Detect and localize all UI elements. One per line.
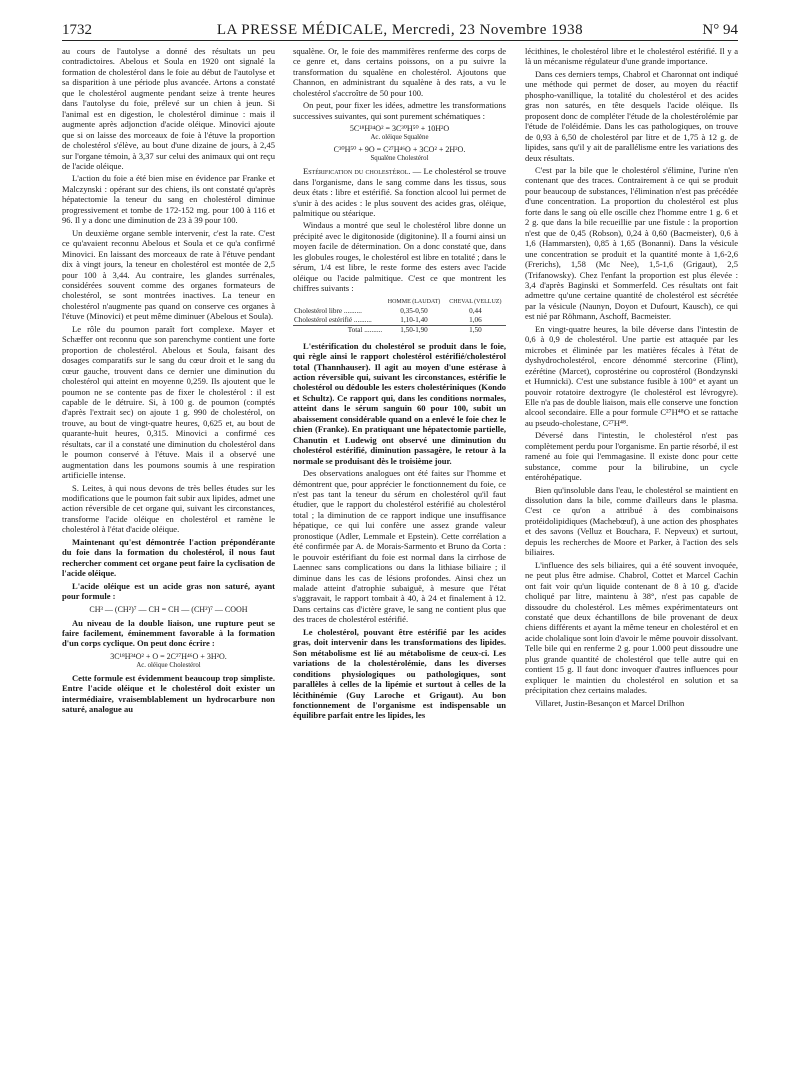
paragraph: L'influence des sels biliaires, qui a été souvent invoquée, ne peut plus être admise. Chabrol, Cottet et Marcel Cachin ont fait voir qu'un liquide contenant de 8 à 10 g. d'acide choliqué par litre, maintenu à 38°, n'est pas capable de dissoudre du cholestérol. Les mêmes expérimentateurs ont constaté que deux échantillons de bile provenant de deux chiens différents et ayant la même teneur en cholestérol et en acide cholalique sont loin d'avoir le même pouvoir dissolvant. Telle bile qui en renferme 2 g. pour 1.000 peut dissoudre une plus grande quantité de cholestérol que telle autre qui en contient 15 g. Il faut donc invoquer d'autres influences pour expliquer le maintien du cholestérol en solution et sa précipitation chez certains malades.	[525, 559, 738, 696]
cholesterol-table	[293, 298, 506, 335]
table-cell: Cholestérol libre ..........	[294, 306, 362, 315]
formula-text: C³⁰H⁵⁰ + 9O = C²⁷H⁴⁶O + 3CO² + 2H²O.	[333, 145, 466, 155]
formula	[293, 145, 506, 163]
paragraph: Le rôle du poumon paraît fort complexe. Mayer et Schæffer ont reconnu que son parenchyme contient une forte proportion de cholestérol. Abelous et Soula, faisant des dosages comparatifs sur le sang du cœur droit et le sang du cœur gauche, trouvent dans ce dernier une diminution du cholestérol qui atteint en moyenne 0,259. Ils ajoutent que le poumon ne se contente pas de fixer le cholestérol : il est capable de le détruire. Si, à 100 g. de poumon (comptés d'après l'extrait sec) on ajoute 1 g. 990 de cholestérol, on trouve, au bout de vingt-quatre heures, 0,625 et, au bout de quarante-huit heures, 0,315. Minovici a confirmé ces résultats, car il a constaté une diminution du cholestérol dans le poumon conservé à l'étuve. Mais il a observé une augmentation dans les poumons soumis à une respiration artificielle intense.	[62, 323, 275, 481]
table-cell: 1,50-1,90	[383, 325, 445, 335]
formula-caption: Squalène Cholestérol	[370, 155, 429, 163]
paragraph: On peut, pour fixer les idées, admettre les transformations successives suivantes, qui sont purement schématiques :	[293, 100, 506, 121]
paragraph: L'action du foie a été bien mise en évidence par Franke et Malczynski : opérant sur des chiens, ils ont constaté qu'après hépatectomie la teneur du sang en cholestérol diminue progressivement et tombe de 172-152 mg. pour 100 à 116 et 96. Il y a donc une diminution de 23 à 39 pour 100.	[62, 173, 275, 226]
table-header: CHEVAL (VELLUZ)	[449, 298, 502, 305]
paragraph: En vingt-quatre heures, la bile déverse dans l'intestin de 0,6 à 0,9 de cholestérol. Une partie est attaquée par les microbes et éliminée par les matières fécales à l'état de dyshydrocholestérol, encore dénommé stercorine (Flint), ezérétine (Marcet), coprostérine ou coprostérol (Bondzynski et Humnicki). C'est une substance fusible à 100° et ayant un pouvoir rotatoire dextrogyre (le cholestérol est lévrogyre). Elle n'a pas de double liaison, mais elle conserve une fonction alcool secondaire. Elle a pour formule C²⁷H⁴⁸O et se rattache au pseudo-cholestane, C²⁷H⁴⁸.	[525, 323, 738, 428]
paragraph: L'estérification du cholestérol se produit dans le foie, qui règle ainsi le rapport cholestérol estérifié/cholestérol total (Thannhauser). Il agit au moyen d'une estérase à action réversible qui, suivant les circonstances, estérifie le cholestérol ou dédouble les esters cholestériniques (Kondo et Schultz). Ce rapport qui, dans les conditions normales, atteint dans le sérum sanguin 60 pour 100, subit un abaissement considérable quand on a enlevé le foie chez le chien (Franke). En pratiquant une hépatectomie partielle, Chanutin et Ludewig ont observé une diminution du cholestérol estérifié, diminution passagère, le retour à la normale se produisant dès le troisième jour.	[293, 340, 506, 466]
formula: CH³ — (CH²)⁷ — CH = CH — (CH²)⁷ — COOH	[89, 604, 248, 614]
table-cell: 0,44	[469, 306, 482, 315]
paragraph: Au niveau de la double liaison, une rupture peut se faire facilement, éminemment favorable à la formation d'un corps cyclique. On peut donc écrire :	[62, 617, 275, 649]
paragraph: Windaus a montré que seul le cholestérol libre donne un précipité avec le digitonoside (digitonine). Il a fourni ainsi un moyen facile de détermination. On a donc constaté que, dans les globules rouges, le cholestérol est libre en totalité ; dans le sérum, 1/4 est libre, le reste forme des esters avec l'acide oléique ou l'acide palmitique. C'est ce que montrent les chiffres suivants :	[293, 220, 506, 294]
formula-text: 5C¹⁸H³⁴O² = 3C³⁰H⁵⁰ + 10H²O	[349, 124, 450, 134]
column-2	[293, 46, 506, 723]
table-header: HOMME (LAUDAT)	[387, 298, 441, 305]
table-row	[293, 325, 506, 335]
section-heading: Estérification du cholestérol.	[303, 166, 411, 177]
table-cell: 1,50	[445, 325, 506, 335]
formula	[293, 124, 506, 142]
paragraph: C'est par la bile que le cholestérol s'élimine, l'urine n'en contenant que des traces. Contrairement à ce qui se produit pour beaucoup de substances, l'élimination n'est pas précédée d'une concentration. La proportion du cholestérol est plus forte dans le sang où elle oscille chez l'homme entre 1 g. 6 et 2 g. que dans la bile recueillie par une fistule : la proportion n'est que de 0,45 (Robson), 0,24 à 0,60 (Bacmeister), 0,6 à 1,6 (Hammarsten), 0,85 à 1,65 (Bonanni). Dans la vésicule une concentration se produit et la quantité monte à 1,6-2,6 (Frerichs), 1,58 (Mc Nee), 1,5-1,6 (Grigaut), 2,5 (Trifanowsky). Chez l'enfant la proportion est plus élevée : 3,4 d'après Baginski et Sommerfeld. Ces résultats ont fait admettre qu'une certaine quantité de cholestérol est sécrétée par la vésicule (Naunyn, Doyon et Dufourt, Kausch), ce qui est nié par Röhmann, Aschoff, Bacmeister.	[525, 164, 738, 322]
issue-number: N° 94	[702, 22, 738, 38]
paragraph: Cette formule est évidemment beaucoup trop simpliste. Entre l'acide oléique et le cholestérol doit exister un intermédiaire, vraisemblablement un hydrocarbure non saturé, analogue au	[62, 672, 275, 715]
paragraph: squalène. Or, le foie des mammifères renferme des corps de ce genre et, dans certains poissons, on a pu suivre la transformation du squalène en cholestérol. Ajoutons que Channon, en administrant du squalène à des rats, a vu le cholestérol s'accroître de 50 pour 100.	[293, 46, 506, 98]
paragraph	[293, 166, 506, 218]
page-number: 1732	[62, 22, 92, 38]
paragraph: Des observations analogues ont été faites sur l'homme et démontrent que, pour apprécier le fonctionnement du foie, ce n'est pas tant la teneur du sérum en cholestérol qu'il faut étudier, que le rapport du cholestérol estérifié au cholestérol total ; la diminution de ce rapport indique une insuffisance hépatique, ce qui lui confère une assez grande valeur pronostique (Adler, Lemmale et Epstein). Cette corrélation a été confirmée par A. de Morais-Sarmento et Bruno da Corta : le pouvoir estérifiant du foie est normal dans la cirrhose de Laennec sans complications ou dans la lithiase biliaire ; il diminue dans les cas de lésions profondes. Ainsi chez un malade atteint d'atrophie subaiguë, à mesure que l'état s'aggravait, le rapport tombait à 40, à 24 et finalement à 12. Dans certains cas d'ictère grave, le sang ne contient plus que des traces de cholestérol estérifié.	[293, 468, 506, 625]
paragraph: au cours de l'autolyse a donné des résultats un peu contradictoires. Abelous et Soula en 1920 ont signalé la formation de cholestérol dans le foie au début de l'autolyse et sa disparition à une période plus avancée. Artons a constaté que le cholestérol augmente pendant seize à trente heures dans l'autolyse du foie, prélevé sur un chien à jeun. Si l'animal est en digestion, le cholestérol diminue : mais il augmente après adjonction d'acide oléique. Minovici ajoute que si on laisse des morceaux de foie à l'étuve la proportion de cholestérol s'élève, au bout d'une dizaine de jours, à 2,45 sur l'organe témoin, à 3,37 sur celui des animaux qui ont reçu de l'acide oléique.	[62, 46, 275, 171]
header-rule	[62, 40, 738, 41]
table-header-blank	[293, 298, 383, 307]
journal-title: LA PRESSE MÉDICALE, Mercredi, 23 Novembre 1938	[216, 22, 584, 38]
table-cell: Cholestérol estérifié ..........	[294, 315, 372, 324]
paragraph: L'acide oléique est un acide gras non saturé, ayant pour formule :	[62, 580, 275, 602]
paragraph: Le cholestérol, pouvant être estérifié par les acides gras, doit intervenir dans les transformations des lipides. Son métabolisme est lié au métabolisme de ceux-ci. Les variations de la cholestérolémie, dans les diverses conditions physiologiques ou pathologiques, sont parallèles à celles de la lipémie et surtout à celles de la lécithinémie (Guy Laroche et Grigaut). Au bon fonctionnement de l'organisme est indispensable un équilibre parfait entre les lipides, les	[293, 626, 506, 721]
paragraph: S. Leites, à qui nous devons de très belles études sur les modifications que le poumon fait subir aux lipides, admet une action réversible de cet organe qui, suivant les circonstances, transforme l'acide oléique en cholestérol et ramène le cholestérol à l'état d'acide oléique.	[62, 482, 275, 535]
table-cell: 1,06	[469, 315, 482, 324]
formula-text: 3C¹⁸H³⁴O² + O = 2C²⁷H⁴⁶O + 3H²O.	[110, 651, 227, 661]
column-3	[525, 46, 738, 710]
table-cell: 0,35-0,50	[400, 306, 428, 315]
paragraph: Bien qu'insoluble dans l'eau, le cholestérol se maintient en dissolution dans la bile, comme d'ailleurs dans le plasma. C'est ce qu'on a attribué à des combinaisons protéidolipidiques (Machebœuf), à une action des phosphates et des savons (Velluz et Bouchara, F. Nepveux) et surtout, depuis les recherches de Moore et Parker, à l'action des sels biliaires.	[525, 484, 738, 558]
formula-caption: Ac. oléique Squalène	[370, 134, 429, 142]
formula-caption: Ac. oléique Cholestérol	[136, 661, 201, 669]
paragraph: Villaret, Justin-Besançon et Marcel Drilhon	[535, 697, 685, 708]
paragraph: Un deuxième organe semble intervenir, c'est la rate. C'est ce qu'avaient reconnu Abelous et Soula et ce qu'a confirmé Minovici. En laissant des morceaux de rate à l'étuve pendant dix à vingt jours, la teneur en cholestérol est montée de 2,5 pour 100 à 3,44. Au contraire, les glandes surrénales, considérées souvent comme des organes formateurs de cholestérol, se sont montrées inactives. La teneur en cholestérol n'augmente pas quand on conserve ces organes à l'étuve (Minovici) et peut même diminuer (Abelous et Soula).	[62, 227, 275, 322]
column-1	[62, 46, 275, 717]
formula	[62, 652, 275, 670]
table-row	[293, 316, 506, 326]
table-cell: 1,10-1,40	[400, 315, 428, 324]
paragraph: Dans ces derniers temps, Chabrol et Charonnat ont indiqué une méthode qui permet de doser, au moyen du réactif phospho-vanillique, la totalité du cholestérol et des acides gras non saturés, en tête desquels l'acide oléique. Ils proposent donc de compléter l'étude de la cholestérolémie par l'étude de l'oléidémie. Dans les cas pathologiques, on trouve de 0,93 à 6,50 de cholestérol par litre et de 1,75 à 12 g. de lipides, sans qu'il y ait de parallélisme entre les variations des deux résultats.	[525, 68, 738, 163]
table-row	[293, 307, 506, 316]
paragraph-text: — Le cholestérol se trouve dans l'organisme, dans le sang comme dans les tissus, sous deux états : libre et estérifié. Sa fonction alcool lui permet de s'unir à des acides : le plus souvent des acides gras, oléique, palmitique ou stéarique.	[293, 166, 506, 218]
paragraph: Maintenant qu'est démontrée l'action prépondérante du foie dans la formation du cholestérol, il nous faut rechercher comment cet organe peut faire la cyclisation de l'acide oléique.	[62, 536, 275, 579]
paragraph: Déversé dans l'intestin, le cholestérol n'est pas complètement perdu pour l'organisme. En partie résorbé, il est ramené au foie qui l'emmagasine. Il existe donc pour cette substance, comme pour la bilirubine, un cycle entérohépatique.	[525, 430, 738, 483]
paragraph: lécithines, le cholestérol libre et le cholestérol estérifié. Il y a là un mécanisme régulateur d'une grande importance.	[525, 46, 738, 67]
table-cell: Total ..........	[293, 325, 383, 335]
